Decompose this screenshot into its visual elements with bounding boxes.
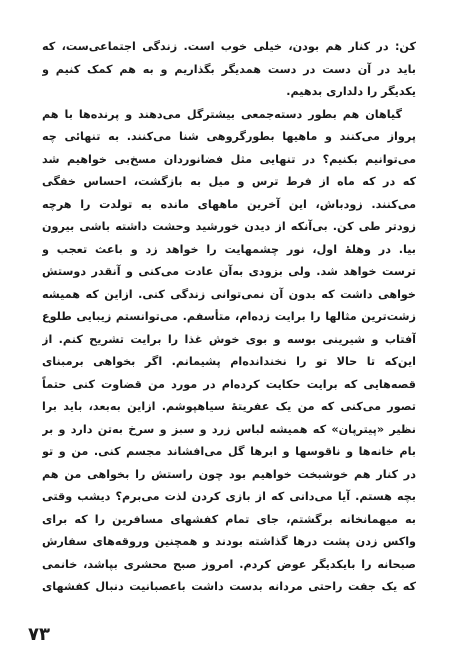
- text-line: زشت‌ترین مثالها را برایت زده‌ام، متأسفم. می‌توانستم زیبایی طلوع: [42, 310, 416, 323]
- text-line: قصه‌هایی که برایت حکایت کرده‌ام در مورد من قضاوت کنی حتماً: [42, 377, 416, 391]
- text-line: بچه هستم. آیا می‌دانی که از بازی کردن لذت می‌برم؟ دیشب وقتی: [42, 490, 416, 503]
- text-line: ترست خواهد شد. ولی بزودی به‌آن عادت می‌کنی و آنقدر دوستش: [42, 265, 416, 278]
- text-line: می‌کنند. زودباش، این آخرین ماههای مانده به تولدت را هرچه: [42, 197, 416, 211]
- text-line: کن: در کنار هم بودن، خیلی خوب است. زندگی اجتماعی‌ست، که: [42, 40, 416, 53]
- body-text: [42, 36, 416, 599]
- text-line: این‌که تا حالا تو را نخندانده‌ام پشیمانم. اگر بخواهی برمبنای: [42, 355, 416, 368]
- text-line: آفتاب و شیرینی بوسه و بوی خوش غذا را برایت تشریح کنم. از: [42, 332, 416, 346]
- text-line: به میهمانخانه برگشتم، جای تمام کفشهای مسافرین را که برای: [42, 512, 416, 526]
- text-line: زودتر طی کن. بی‌آنکه از دیدن خورشید وحشت داشته باشی بیرون: [42, 220, 416, 233]
- text-line: تصور می‌کنی که من یک عفریتهٔ سیاهپوشم. ازاین به‌بعد، باید برا: [42, 400, 416, 413]
- text-line: واکس زدن پشت درها گذاشته بودند و همچنین وروقه‌های سفارش: [42, 535, 416, 548]
- text-line: که یک جفت راحتی مردانه بدست داشت باعصبانیت دنبال کفشهای: [42, 580, 416, 593]
- text-line: خواهی داشت که بدون آن نمی‌توانی زندگی کنی. ازاین که همیشه: [42, 287, 416, 301]
- text-line: در کنار هم خوشبخت خواهیم بود چون راستش را بخواهی من هم: [42, 467, 416, 481]
- text-line: یکدیگر را دلداری بدهیم.: [286, 85, 416, 98]
- text-line: صبحانه را بایکدیگر عوض کردم. امروز صبح محشری بپاشد، خانمی: [42, 557, 416, 571]
- text-line: نظیر «پیترپان» که همیشه لباس زرد و سبز و سرخ به‌تن دارد و بر: [42, 422, 416, 436]
- text-line: گیاهان هم بطور دسته‌جمعی بیشترگل می‌دهند و پرنده‌ها با هم: [42, 107, 402, 121]
- text-line: می‌توانیم بکنیم؟ در تنهایی مثل فضانوردان مسخ‌بی خواهیم شد: [42, 152, 416, 166]
- text-line: پرواز می‌کنند و ماهیها بطورگروهی شنا می‌کنند. به تنهائی چه: [42, 130, 416, 143]
- page-number: ۷۳: [28, 624, 50, 645]
- text-line: که در که ماه از فرط ترس و میل به بازگشت، احساس خفگی: [42, 175, 416, 188]
- text-line: باید در آن دست در دست همدیگر بگذاریم و به هم کمک کنیم و: [42, 62, 416, 76]
- text-line: بیا. در وهلهٔ اول، نور چشمهایت را خواهد زد و باعث تعجب و: [42, 242, 416, 256]
- text-line: بام خانه‌ها و ناقوسها و ابرها گل می‌افشاند مجسم کنی. من و تو: [42, 445, 416, 458]
